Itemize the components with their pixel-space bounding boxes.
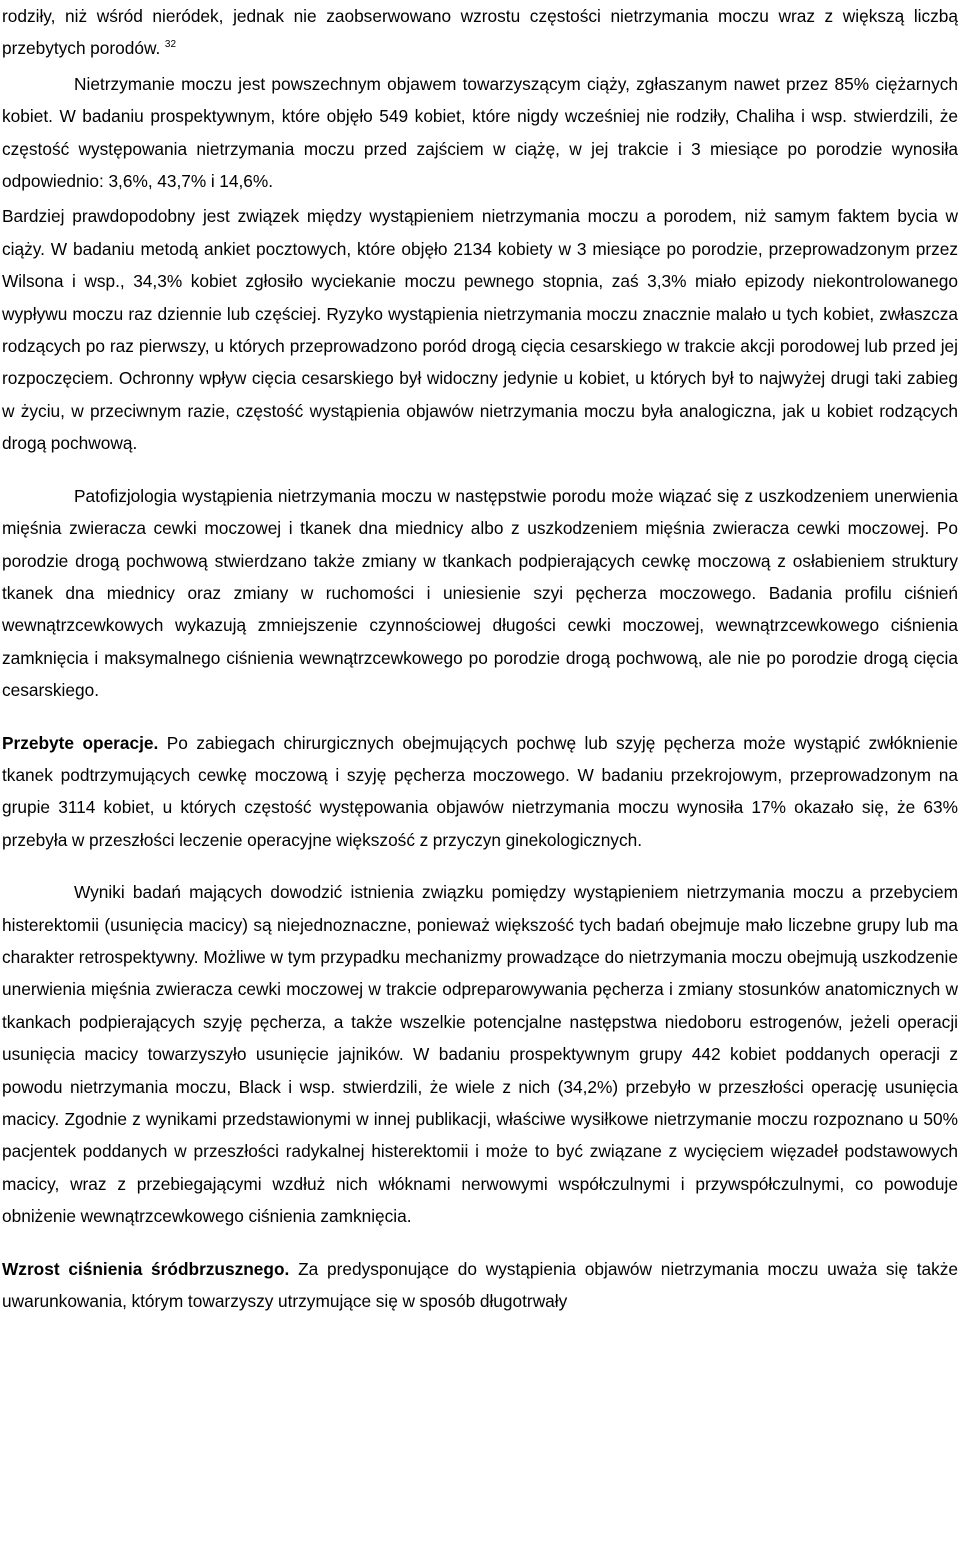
paragraph-continuation: [2, 0, 958, 65]
paragraph-pregnancy-incontinence: Nietrzymanie moczu jest powszechnym objawem towarzyszącym ciąży, zgłaszanym nawet przez 85% ciężarnych kobiet. W badaniu prospektywnym, które objęło 549 kobiet, które nigdy wcześniej nie rodziły, Chaliha i wsp. stwierdzili, że częstość występowania nietrzymania moczu przed zajściem w ciążę, w jej trakcie i 3 miesiące po porodzie wynosiła odpowiednio: 3,6%, 43,7% i 14,6%.: [2, 73, 958, 192]
section-heading-abdominal-pressure: Wzrost ciśnienia śródbrzusznego.: [2, 1258, 290, 1279]
paragraph-text: Po zabiegach chirurgicznych obejmujących pochwę lub szyję pęcherza może wystąpić zwłóknienie tkanek podtrzymujących cewkę moczową i szyję pęcherza moczowego. W badaniu przekrojowym, przeprowadzonym na grupie 3114 kobiet, u których częstość występowania objawów nietrzymania moczu wynosiła 17% okazało się, że 63% przebyła w przeszłości leczenie operacyjne większość z przyczyn ginekologicznych.: [2, 732, 959, 850]
paragraph-abdominal-pressure: [2, 1253, 958, 1318]
reference-number: 32: [164, 39, 177, 51]
paragraph-hysterectomy: Wyniki badań mających dowodzić istnienia związku pomiędzy wystąpieniem nietrzymania moczu a przebyciem histerektomii (usunięcia macicy) są niejednoznaczne, ponieważ większość tych badań obejmuje mało liczebne grupy lub ma charakter retrospektywny. Możliwe w tym przypadku mechanizmy prowadzące do nietrzymania moczu obejmują uszkodzenie unerwienia mięśnia zwieracza cewki moczowej w trakcie odpreparowywania pęcherza i zmiany stosunków anatomicznych w tkankach podpierających szyję pęcherza, a także wszelkie potencjalne następstwa niedoboru estrogenów, jeżeli operacji usunięcia macicy towarzyszyło usunięcie jajników. W badaniu prospektywnym grupy 442 kobiet poddanych operacji z powodu nietrzymania moczu, Black i wsp. stwierdzili, że wiele z nich (34,2%) przebyło w przeszłości operację usunięcia macicy. Zgodnie z wynikami przedstawionymi w innej publikacji, właściwe wysiłkowe nietrzymanie moczu rozpoznano u 50% pacjentek poddanych w przeszłości radykalnej histerektomii i może to być związane z wycięciem więzadeł podstawowych macicy, wraz z przebiegającymi wzdłuż nich włóknami nerwowymi współczulnymi i przywspółczulnymi, co powoduje obniżenie wewnątrzcewkowego ciśnienia zamknięcia.: [2, 882, 958, 1227]
paragraph-delivery-association: Bardziej prawdopodobny jest związek między wystąpieniem nietrzymania moczu a porodem, niż samym faktem bycia w ciąży. W badaniu metodą ankiet pocztowych, które objęło 2134 kobiety w 3 miesiące po porodzie, przeprowadzonym przez Wilsona i wsp., 34,3% kobiet zgłosiło wyciekanie moczu pewnego stopnia, zaś 3,3% miało epizody niekontrolowanego wypływu moczu raz dziennie lub częściej. Ryzyko wystąpienia nietrzymania moczu znacznie malało u tych kobiet, zwłaszcza rodzących po raz pierwszy, u których przeprowadzono poród drogą cięcia cesarskiego w trakcie akcji porodowej lub przed jej rozpoczęciem. Ochronny wpływ cięcia cesarskiego był widoczny jedynie u kobiet, u których był to najwyżej drugi taki zabieg w życiu, w przeciwnym razie, częstość wystąpienia objawów nietrzymania moczu była analogiczna, jak u kobiet rodzących drogą pochwową.: [2, 206, 958, 454]
page-content: [2, 0, 958, 1317]
paragraph-text: rodziły, niż wśród nieródek, jednak nie zaobserwowano wzrostu częstości nietrzymania moczu wraz z większą liczbą przebytych porodów.: [2, 6, 958, 59]
paragraph-text: Za predysponujące do wystąpienia objawów nietrzymania moczu uważa się także uwarunkowania, którym towarzyszy utrzymujące się w sposób długotrwały: [2, 1258, 958, 1312]
section-heading-previous-operations: Przebyte operacje.: [2, 732, 159, 753]
paragraph-pathophysiology: Patofizjologia wystąpienia nietrzymania moczu w następstwie porodu może wiązać się z uszkodzeniem unerwienia mięśnia zwieracza cewki moczowej i tkanek dna miednicy albo z uszkodzeniem mięśnia zwieracza cewki moczowej. Po porodzie drogą pochwową stwierdzano także zmiany w tkankach podpierających cewkę moczową z osłabieniem struktury tkanek dna miednicy oraz zmiany w ruchomości i uniesienie szyi pęcherza moczowego. Badania profilu ciśnień wewnątrzcewkowych wykazują zmniejszenie czynnościowej długości cewki moczowej, wewnątrzcewkowego ciśnienia zamknięcia i maksymalnego ciśnienia wewnątrzcewkowego po porodzie drogą pochwową, ale nie po porodzie drogą cięcia cesarskiego.: [2, 485, 958, 701]
paragraph-previous-operations: [2, 727, 958, 857]
